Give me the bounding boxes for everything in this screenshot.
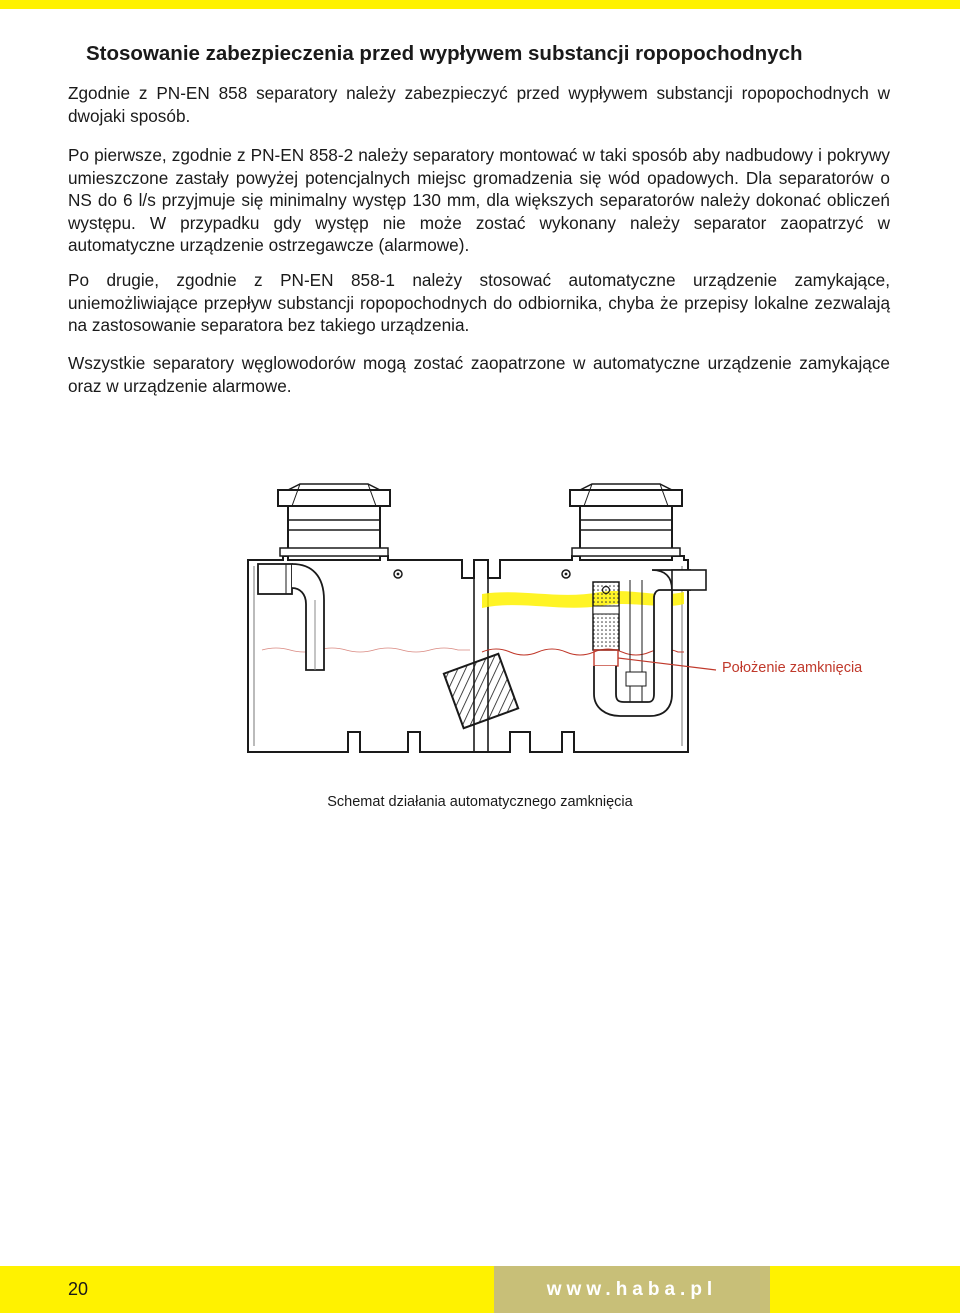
float-column (593, 582, 619, 650)
paragraph-4-block (68, 352, 890, 410)
paragraph-2-block (68, 144, 890, 270)
inlet-pipe (258, 564, 292, 594)
footer-url[interactable]: www.haba.pl (546, 1278, 718, 1300)
paragraph-2: Po pierwsze, zgodnie z PN-EN 858-2 należy separatory montować w taki sposób aby nadbudowy i pokrywy umieszczone zastały powyżej potencjalnych miejsc gromadzenia się wód opadowych. Dla separatorów o NS do 6 l/s przyjmuje się minimalny występ 130 mm, dla większych separatorów należy dokonać obliczeń występu. W przypadku gdy występ nie może zostać wykonany należy separator zaopatrzyć w automatyczne urządzenie ostrzegawcze (alarmowe). (68, 145, 890, 255)
closure-position-label: Położenie zamknięcia (722, 660, 863, 676)
paragraph-3: Po drugie, zgodnie z PN-EN 858-1 należy stosować automatyczne urządzenie zamykające, uniemożliwiające przepływ substancji ropopochodnych do odbiornika, chyba że przepisy lokalne zezwalają na zastosowanie separatora bez takiego urządzenia. (68, 270, 890, 335)
paragraph-4: Wszystkie separatory węglowodorów mogą zostać zaopatrzone w automatyczne urządzenie zamykające oraz w urządzenie alarmowe. (68, 353, 890, 396)
top-accent-bar (0, 0, 960, 9)
paragraph-1-block (68, 82, 890, 140)
outlet-pipe (672, 570, 706, 590)
footer-url-box (494, 1266, 770, 1313)
page-number: 20 (68, 1279, 89, 1299)
separator-diagram (240, 470, 900, 760)
paragraph-3-block (68, 269, 890, 350)
diagram-caption: Schemat działania automatycznego zamknięcia (327, 794, 633, 810)
coalescence-filter (444, 654, 518, 728)
paragraph-1: Zgodnie z PN-EN 858 separatory należy zabezpieczyć przed wypływem substancji ropopochodnych w dwojaki sposób. (68, 83, 890, 126)
inlet-elbow (292, 564, 324, 670)
page-heading: Stosowanie zabezpieczenia przed wypływem substancji ropopochodnych (86, 42, 803, 65)
bottom-accent-bar (0, 1266, 960, 1313)
closure-position-marker (594, 650, 618, 666)
